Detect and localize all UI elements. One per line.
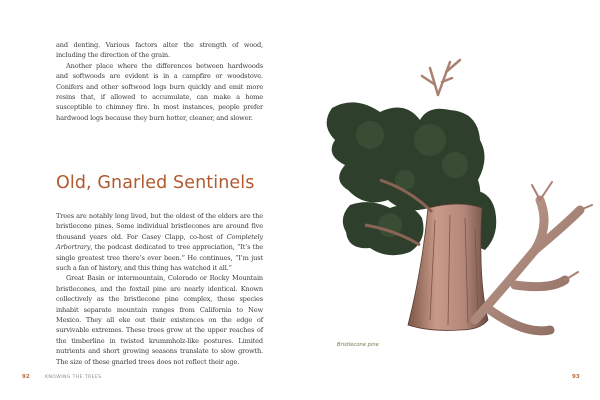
illustration-caption: Bristlecone pine [337, 342, 379, 348]
section-paragraph-2: Great Basin or intermountain, Colorado or Rocky Mountain bristlecones, and the foxtail pine are nearly identical. Known collectively as the bristlecone pine complex, these species inhabit separate mountain ranges from California to New Mexico. They all eke out their existences on the edge of survivable extremes. These trees grow at the upper reaches of the timberline in twisted krummholz-like postures. Limited nutrients and short growing seasons translate to slow growth. The size of these gnarled trees does not reflect their age. [56, 274, 263, 366]
section-paragraph-1 [56, 211, 263, 273]
page-number-left: 92 [22, 374, 30, 380]
bristlecone-pine-illustration [310, 40, 600, 340]
section-text [56, 211, 263, 367]
intro-paragraph-2: Another place where the differences between hardwoods and softwoods are evident is in a campfire or woodstove. Conifers and other softwood logs burn quickly and emit more resins that, if allowed to accumulate, can make a home susceptible to chimney fire. In most instances, people prefer hardwood logs because they burn hotter, cleaner, and slower. [56, 61, 263, 122]
intro-paragraph-1: and denting. Various factors alter the strength of wood, including the direction of the grain. [56, 41, 263, 60]
page-number-right: 93 [572, 374, 580, 380]
running-head: KNOWING THE TREES [45, 375, 102, 380]
podcast-title: Completely Arbortrary [56, 232, 263, 252]
section-heading: Old, Gnarled Sentinels [56, 173, 255, 193]
intro-text [56, 40, 263, 123]
paragraph-text: Trees are notably long lived, but the oldest of the elders are the bristlecone pines. Some individual bristlecones are around five thousand years old. For Casey Clapp, co-host of [56, 212, 263, 241]
paragraph-text: , the podcast dedicated to tree appreciation, “It’s the single greatest tree there’s ever been.” He continues, “I’m just such a fan of history, and this thing has watched it all.” [56, 243, 263, 273]
dead-top-branches-icon [422, 60, 460, 95]
